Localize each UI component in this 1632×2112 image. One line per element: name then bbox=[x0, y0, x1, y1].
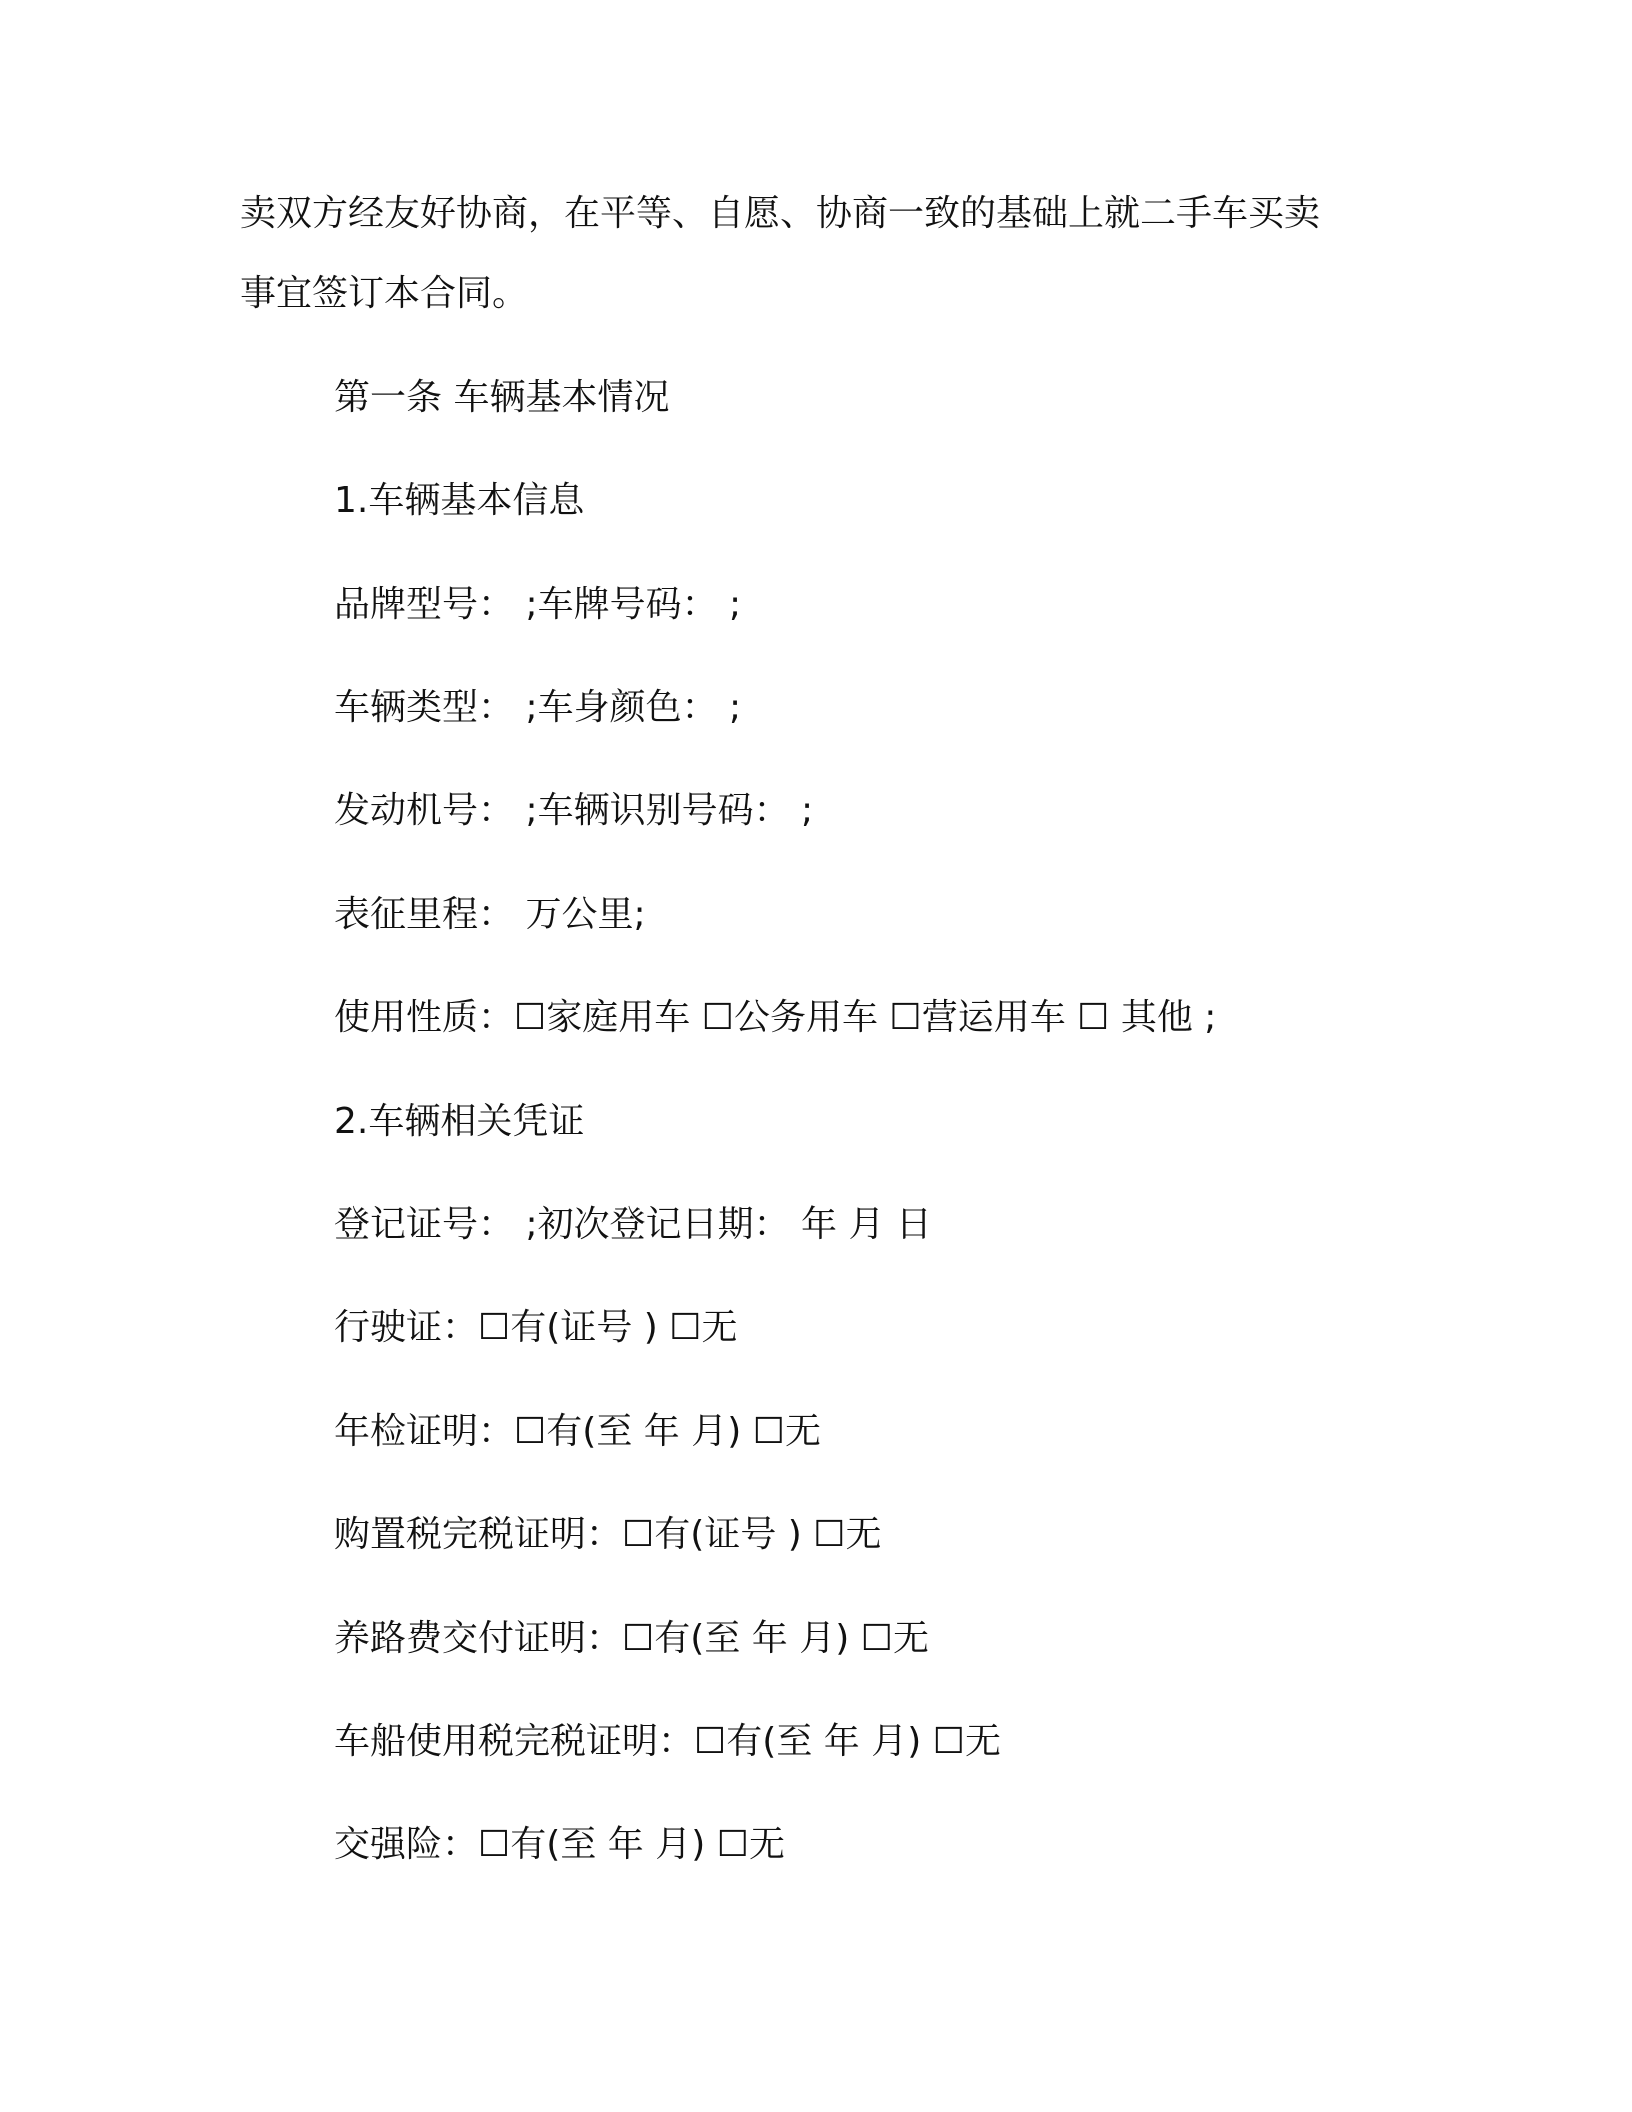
engine-vin-line: 发动机号： ;车辆识别号码： ; bbox=[334, 790, 814, 831]
usage-line: 使用性质：☐家庭用车 ☐公务用车 ☐营运用车 ☐ 其他 ; bbox=[334, 997, 1217, 1038]
type-color-line: 车辆类型： ;车身颜色： ; bbox=[334, 687, 742, 728]
brand-plate-line: 品牌型号： ;车牌号码： ; bbox=[334, 584, 742, 625]
section-2-heading: 2.车辆相关凭证 bbox=[334, 1101, 585, 1142]
driving-license-line: 行驶证：☐有(证号 ) ☐无 bbox=[334, 1307, 738, 1348]
intro-line-2: 事宜签订本合同。 bbox=[240, 273, 529, 314]
compulsory-insurance-line: 交强险：☐有(至 年 月) ☐无 bbox=[334, 1824, 785, 1865]
road-fee-line: 养路费交付证明：☐有(至 年 月) ☐无 bbox=[334, 1618, 929, 1659]
section-1-heading: 1.车辆基本信息 bbox=[334, 480, 585, 521]
intro-line-1: 卖双方经友好协商，在平等、自愿、协商一致的基础上就二手车买卖 bbox=[240, 193, 1321, 234]
vessel-tax-line: 车船使用税完税证明：☐有(至 年 月) ☐无 bbox=[334, 1721, 1001, 1762]
article-1-title: 第一条 车辆基本情况 bbox=[334, 377, 670, 418]
annual-inspection-line: 年检证明：☐有(至 年 月) ☐无 bbox=[334, 1411, 821, 1452]
registration-line: 登记证号： ;初次登记日期： 年 月 日 bbox=[334, 1204, 932, 1245]
purchase-tax-line: 购置税完税证明：☐有(证号 ) ☐无 bbox=[334, 1514, 882, 1555]
mileage-line: 表征里程： 万公里; bbox=[334, 894, 646, 935]
